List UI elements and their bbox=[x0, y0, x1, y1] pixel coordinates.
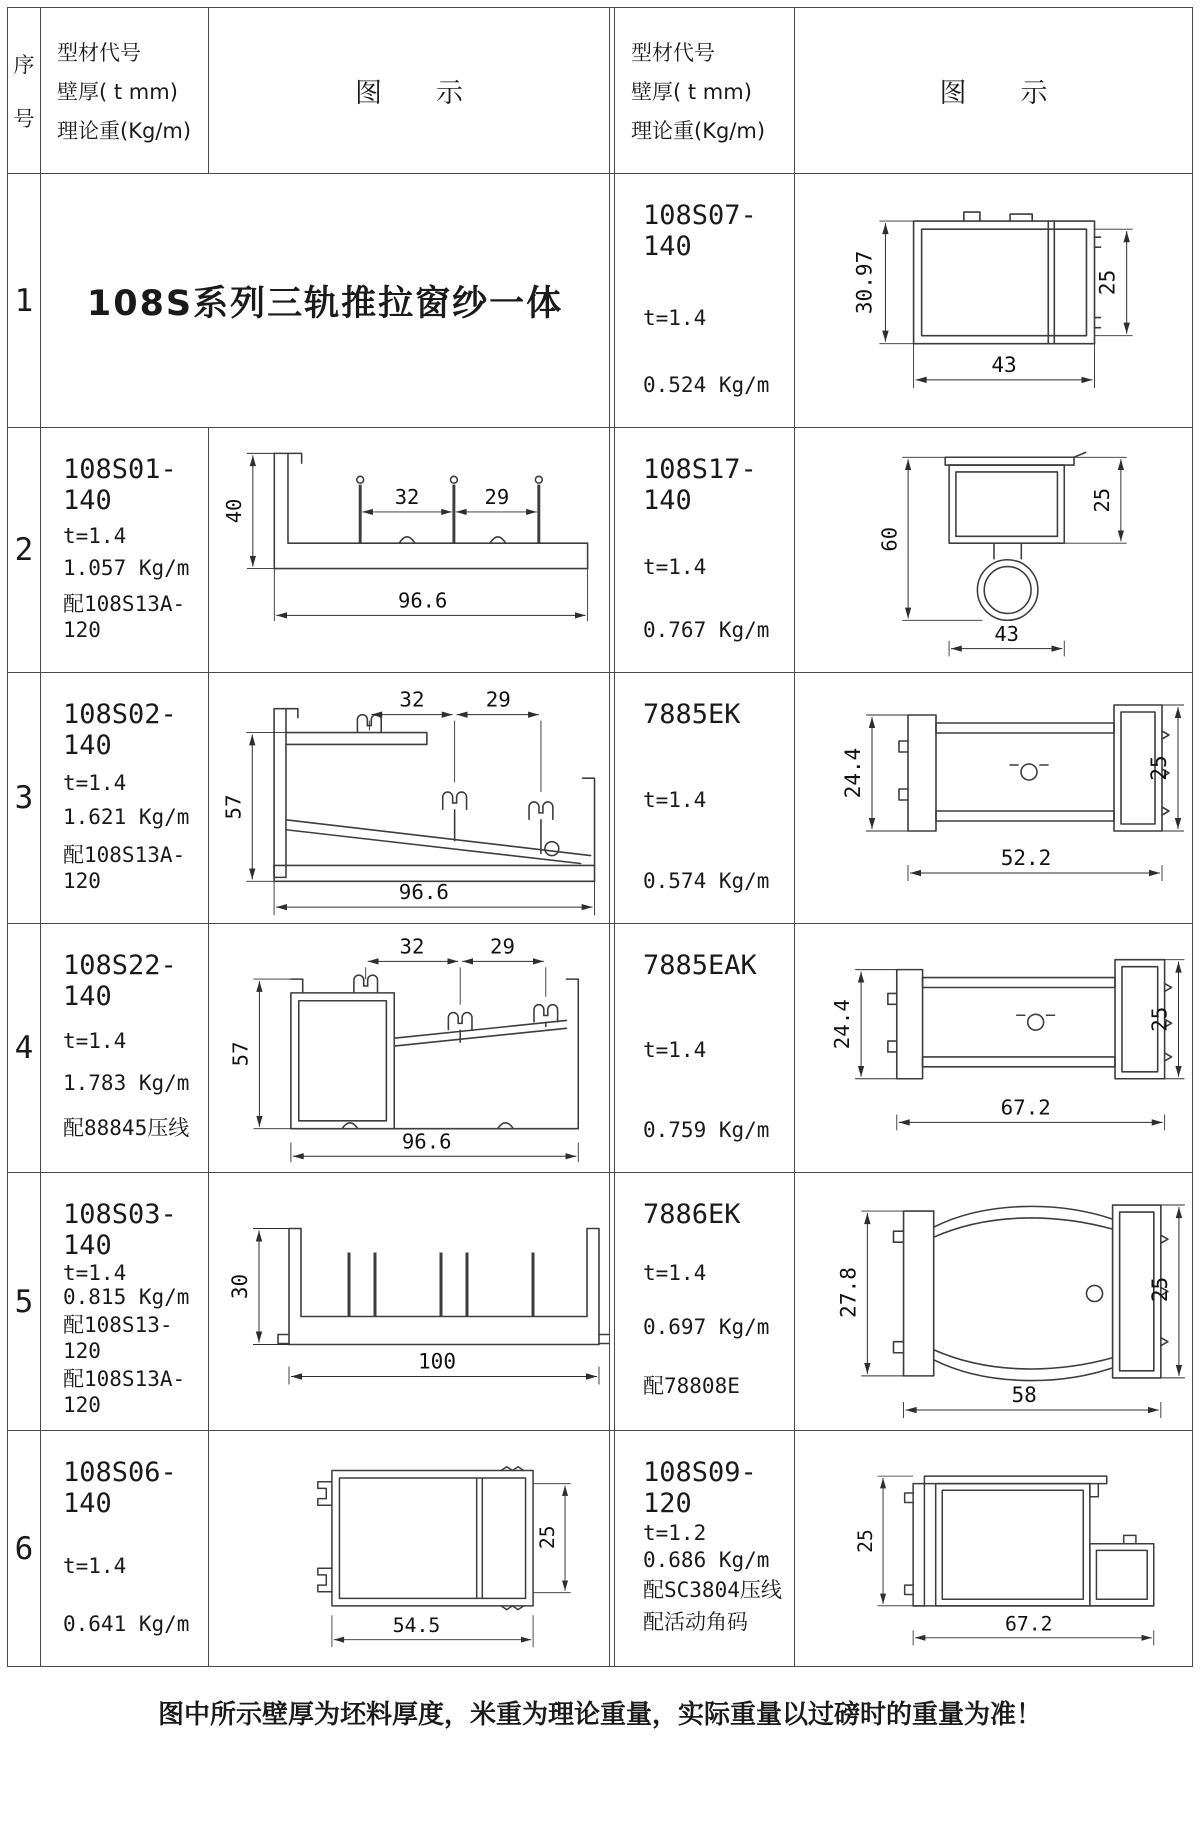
profile-thickness: t=1.4 bbox=[63, 1553, 127, 1578]
dim-label: 40 bbox=[222, 498, 247, 524]
dim-label: 67.2 bbox=[1000, 1095, 1051, 1120]
diagram-cell bbox=[795, 174, 1192, 428]
track-fins bbox=[349, 1253, 533, 1317]
profile-drawing-108S22 bbox=[209, 924, 609, 1172]
profile-thickness: t=1.4 bbox=[643, 787, 707, 812]
profile-code: 108S06-140 bbox=[63, 1457, 177, 1519]
profile-weight: 1.783 Kg/m bbox=[63, 1070, 190, 1095]
dimension-height bbox=[851, 221, 913, 344]
dimension-width bbox=[904, 1382, 1161, 1418]
profile-drawing-7886EK bbox=[795, 1173, 1192, 1430]
dimension-height bbox=[841, 715, 908, 831]
dim-label: 29 bbox=[484, 485, 510, 510]
profile-outline bbox=[888, 960, 1172, 1079]
dim-label: 25 bbox=[1147, 1006, 1172, 1032]
header-spec-line: 型材代号 bbox=[57, 40, 141, 65]
dimension-width bbox=[274, 569, 587, 622]
dimension-width bbox=[914, 344, 1095, 388]
dimension-width bbox=[274, 880, 594, 915]
profile-outline bbox=[318, 1467, 533, 1610]
dimension-d2 bbox=[456, 485, 537, 512]
dimension-width bbox=[908, 846, 1162, 881]
diagram-cell bbox=[209, 924, 610, 1173]
dimension-height bbox=[228, 1229, 289, 1345]
dimension-width bbox=[291, 1129, 578, 1162]
dim-label: 67.2 bbox=[1004, 1612, 1053, 1636]
dimension-width bbox=[949, 622, 1064, 657]
profile-code: 108S01-140 bbox=[63, 454, 177, 516]
profile-code: 108S03-140 bbox=[63, 1199, 177, 1261]
dim-label: 25 bbox=[853, 1529, 877, 1553]
profile-info bbox=[615, 1431, 795, 1666]
dim-label: 58 bbox=[1011, 1382, 1037, 1408]
profile-code: 108S09-120 bbox=[643, 1457, 757, 1519]
profile-info bbox=[615, 1173, 795, 1431]
header-spec-line: 理论重(Kg/m) bbox=[57, 118, 192, 143]
profile-thickness: t=1.4 bbox=[643, 305, 707, 330]
profile-weight: 0.574 Kg/m bbox=[643, 869, 770, 893]
header-seq-char-2: 号 bbox=[13, 106, 35, 131]
profile-weight: 0.767 Kg/m bbox=[643, 618, 770, 642]
profile-thickness: t=1.4 bbox=[643, 1260, 707, 1285]
row-seq: 1 bbox=[8, 174, 41, 428]
profile-match: 配88845压线 bbox=[63, 1115, 190, 1140]
profile-info bbox=[41, 428, 209, 673]
profile-code: 108S22-140 bbox=[63, 950, 177, 1012]
header-diagram-label: 图 示 bbox=[355, 78, 463, 109]
row-seq: 3 bbox=[8, 673, 41, 924]
profile-outline bbox=[914, 212, 1101, 344]
dim-label: 52.2 bbox=[1000, 846, 1052, 870]
profile-drawing-108S17 bbox=[795, 428, 1192, 672]
dim-label: 29 bbox=[490, 934, 515, 959]
profile-outline bbox=[893, 1205, 1167, 1381]
profile-weight: 0.697 Kg/m bbox=[643, 1315, 770, 1340]
profile-weight: 0.524 Kg/m bbox=[643, 373, 770, 397]
dimension-width bbox=[332, 1614, 533, 1647]
dim-label: 54.5 bbox=[392, 1614, 441, 1638]
dim-label: 60 bbox=[877, 526, 902, 552]
profile-weight: 0.815 Kg/m bbox=[63, 1285, 190, 1309]
dimension-d1 bbox=[369, 688, 454, 782]
profile-info bbox=[615, 924, 795, 1173]
profile-match: 配108S13A-120 bbox=[63, 843, 186, 893]
row-seq: 6 bbox=[8, 1431, 41, 1666]
profile-match: 配78808E bbox=[643, 1373, 740, 1398]
clip-fork bbox=[448, 1013, 472, 1031]
profile-catalog-table bbox=[7, 7, 1193, 1667]
dim-label: 24.4 bbox=[841, 747, 865, 799]
dim-label: 43 bbox=[991, 351, 1017, 377]
series-title: 108S系列三轨推拉窗纱一体 bbox=[41, 174, 610, 428]
profile-match: 配SC3804压线 bbox=[643, 1577, 782, 1602]
profile-outline bbox=[899, 705, 1169, 831]
diagram-cell bbox=[209, 428, 610, 673]
profile-info bbox=[615, 174, 795, 428]
header-seq-column bbox=[8, 8, 41, 174]
diagram-cell bbox=[209, 673, 610, 924]
dim-label: 100 bbox=[418, 1349, 456, 1374]
dimension-height bbox=[830, 970, 897, 1079]
profile-code: 108S07-140 bbox=[643, 200, 757, 262]
profile-outline bbox=[291, 979, 578, 1129]
profile-outline bbox=[278, 1229, 609, 1345]
profile-code: 7886EK bbox=[643, 1199, 741, 1230]
diagram-cell bbox=[795, 1431, 1192, 1666]
dim-label: 25 bbox=[1090, 487, 1115, 513]
header-spec-line: 壁厚( t mm) bbox=[631, 79, 752, 104]
profile-thickness: t=1.4 bbox=[63, 524, 127, 548]
dimension-right bbox=[1147, 1205, 1185, 1378]
dimension-width bbox=[289, 1350, 599, 1385]
diagram-cell bbox=[209, 1431, 610, 1666]
dimension-right bbox=[533, 1484, 571, 1593]
clip-fork bbox=[443, 792, 467, 810]
profile-thickness: t=1.4 bbox=[63, 771, 127, 795]
profile-code: 7885EAK bbox=[643, 950, 757, 981]
dimension-d2 bbox=[462, 935, 546, 997]
dimension-d1 bbox=[362, 485, 452, 512]
profile-outline bbox=[274, 709, 594, 882]
header-spec-left bbox=[41, 8, 209, 174]
dim-label: 24.4 bbox=[830, 999, 855, 1050]
profile-drawing-108S01 bbox=[209, 428, 609, 672]
dimension-d2 bbox=[457, 688, 541, 792]
dimension-right bbox=[1064, 457, 1126, 543]
dim-label: 43 bbox=[994, 621, 1020, 646]
profile-thickness: t=1.4 bbox=[63, 1029, 127, 1054]
dim-label: 27.8 bbox=[835, 1267, 861, 1318]
profile-info bbox=[41, 673, 209, 924]
track-fins bbox=[360, 485, 539, 544]
diagram-cell bbox=[795, 924, 1192, 1173]
diagram-cell bbox=[795, 673, 1192, 924]
dimension-height bbox=[221, 733, 286, 882]
profile-drawing-108S03 bbox=[209, 1173, 609, 1430]
row-seq: 4 bbox=[8, 924, 41, 1173]
header-spec-line: 理论重(Kg/m) bbox=[631, 118, 766, 143]
profile-weight: 0.759 Kg/m bbox=[643, 1118, 770, 1142]
dim-label: 57 bbox=[221, 794, 246, 820]
diagram-cell bbox=[795, 1173, 1192, 1431]
profile-drawing-108S09 bbox=[795, 1431, 1192, 1666]
profile-code: 7885EK bbox=[643, 699, 741, 730]
profile-code: 108S02-140 bbox=[63, 699, 177, 761]
profile-info bbox=[615, 673, 795, 924]
dimension-height bbox=[222, 453, 274, 568]
profile-drawing-108S06 bbox=[209, 1431, 609, 1666]
dim-label: 96.6 bbox=[398, 880, 449, 905]
profile-drawing-108S07 bbox=[795, 174, 1192, 427]
profile-code: 108S17-140 bbox=[643, 454, 757, 516]
dimension-width bbox=[913, 1612, 1154, 1645]
dimension-height bbox=[229, 979, 291, 1129]
dimension-height bbox=[877, 457, 982, 620]
profile-info bbox=[41, 924, 209, 1173]
dim-label: 30 bbox=[228, 1273, 252, 1300]
dim-label: 32 bbox=[399, 687, 425, 712]
profile-thickness: t=1.4 bbox=[643, 1037, 707, 1062]
profile-weight: 0.641 Kg/m bbox=[63, 1612, 190, 1636]
profile-outline bbox=[274, 453, 587, 568]
profile-drawing-7885EK bbox=[795, 673, 1192, 923]
header-spec-line: 型材代号 bbox=[631, 40, 715, 65]
profile-match: 配108S13-120 bbox=[63, 1313, 173, 1363]
dim-label: 30.97 bbox=[851, 250, 877, 315]
diagram-cell bbox=[209, 1173, 610, 1431]
header-seq-char-1: 序 bbox=[13, 52, 35, 77]
diagram-cell bbox=[795, 428, 1192, 673]
dim-label: 25 bbox=[1147, 755, 1171, 781]
footer-note: 图中所示壁厚为坯料厚度，米重为理论重量，实际重量以过磅时的重量为准！ bbox=[157, 1700, 1042, 1730]
header-spec-right bbox=[615, 8, 795, 174]
header-diagram-left bbox=[209, 8, 610, 174]
dimension-d1 bbox=[366, 935, 460, 1005]
dim-label: 25 bbox=[1094, 269, 1120, 296]
profile-outline bbox=[905, 1476, 1154, 1606]
dimension-width bbox=[897, 1095, 1165, 1130]
profile-info bbox=[615, 428, 795, 673]
dim-label: 32 bbox=[394, 485, 420, 510]
profile-thickness: t=1.4 bbox=[643, 555, 707, 579]
profile-drawing-108S02 bbox=[209, 673, 609, 923]
dim-label: 96.6 bbox=[401, 1129, 452, 1154]
header-spec-line: 壁厚( t mm) bbox=[57, 79, 178, 104]
profile-weight: 1.621 Kg/m bbox=[63, 805, 190, 829]
profile-match: 配108S13A-120 bbox=[63, 592, 186, 642]
profile-weight: 1.057 Kg/m bbox=[63, 556, 190, 580]
profile-thickness: t=1.4 bbox=[63, 1261, 127, 1285]
profile-outline bbox=[945, 452, 1086, 620]
dimension-right bbox=[1095, 229, 1133, 336]
dim-label: 25 bbox=[535, 1525, 559, 1550]
clip-fork bbox=[529, 802, 553, 820]
dim-label: 29 bbox=[485, 687, 511, 712]
clip-fork bbox=[534, 1005, 558, 1023]
row-seq: 5 bbox=[8, 1173, 41, 1431]
dim-label: 25 bbox=[1146, 1276, 1172, 1303]
profile-info bbox=[41, 1431, 209, 1666]
header-diagram-label: 图 示 bbox=[939, 78, 1048, 109]
header-diagram-right bbox=[795, 8, 1192, 174]
profile-thickness: t=1.2 bbox=[643, 1521, 707, 1546]
dim-label: 32 bbox=[399, 934, 425, 959]
profile-match: 配108S13A-120 bbox=[63, 1367, 186, 1417]
dim-label: 96.6 bbox=[397, 588, 448, 613]
dim-label: 57 bbox=[228, 1041, 253, 1067]
profile-weight: 0.686 Kg/m bbox=[643, 1547, 770, 1572]
row-seq: 2 bbox=[8, 428, 41, 673]
profile-info bbox=[41, 1173, 209, 1431]
profile-drawing-7885EAK bbox=[795, 924, 1192, 1172]
profile-match: 配活动角码 bbox=[643, 1610, 748, 1634]
